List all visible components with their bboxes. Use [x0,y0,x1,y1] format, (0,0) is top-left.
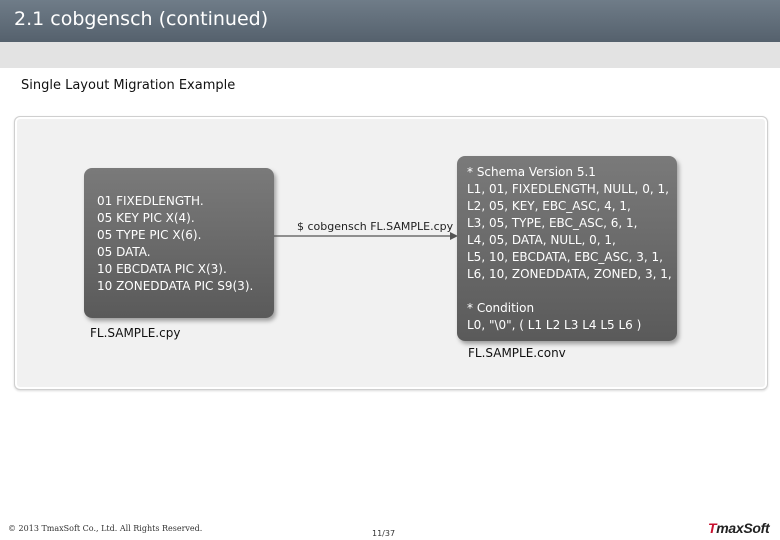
section-title: Single Layout Migration Example [21,78,236,93]
conversion-line: L2, 05, KEY, EBC_ASC, 4, 1, [467,199,631,213]
conversion-line: L5, 10, EBCDATA, EBC_ASC, 3, 1, [467,250,663,264]
conversion-line: L1, 01, FIXEDLENGTH, NULL, 0, 1, [467,182,669,196]
page-number: 11/37 [372,529,396,538]
sub-bar [0,42,780,68]
conversion-line: * Condition [467,301,535,315]
copybook-lines [97,193,253,295]
conversion-box [457,156,677,341]
conversion-line: L0, "\0", ( L1 L2 L3 L4 L5 L6 ) [467,318,642,332]
copyright-text: © 2013 TmaxSoft Co., Ltd. All Rights Reserved. [8,524,203,533]
conversion-line: L3, 05, TYPE, EBC_ASC, 6, 1, [467,216,638,230]
copybook-line: 05 DATA. [97,245,151,259]
slide-title: 2.1 cobgensch (continued) [14,8,269,30]
conversion-line [467,283,672,300]
title-bar [0,0,780,42]
copybook-line: 10 EBCDATA PIC X(3). [97,262,227,276]
copybook-box [84,168,274,318]
conversion-filename: FL.SAMPLE.conv [468,346,566,360]
tmaxsoft-logo [708,520,769,536]
command-text: $ cobgensch FL.SAMPLE.cpy [297,220,454,233]
copybook-line: 10 ZONEDDATA PIC S9(3). [97,279,254,293]
conversion-line: * Schema Version 5.1 [467,165,596,179]
logo-text: maxSoft [716,520,770,536]
copybook-line: 05 TYPE PIC X(6). [97,228,202,242]
conversion-line: L6, 10, ZONEDDATA, ZONED, 3, 1, [467,267,672,281]
copybook-filename: FL.SAMPLE.cpy [90,326,181,340]
copybook-line: 05 KEY PIC X(4). [97,211,195,225]
conversion-lines [467,164,672,334]
conversion-line: L4, 05, DATA, NULL, 0, 1, [467,233,616,247]
copybook-line: 01 FIXEDLENGTH. [97,194,204,208]
logo-mark: T [708,520,717,536]
